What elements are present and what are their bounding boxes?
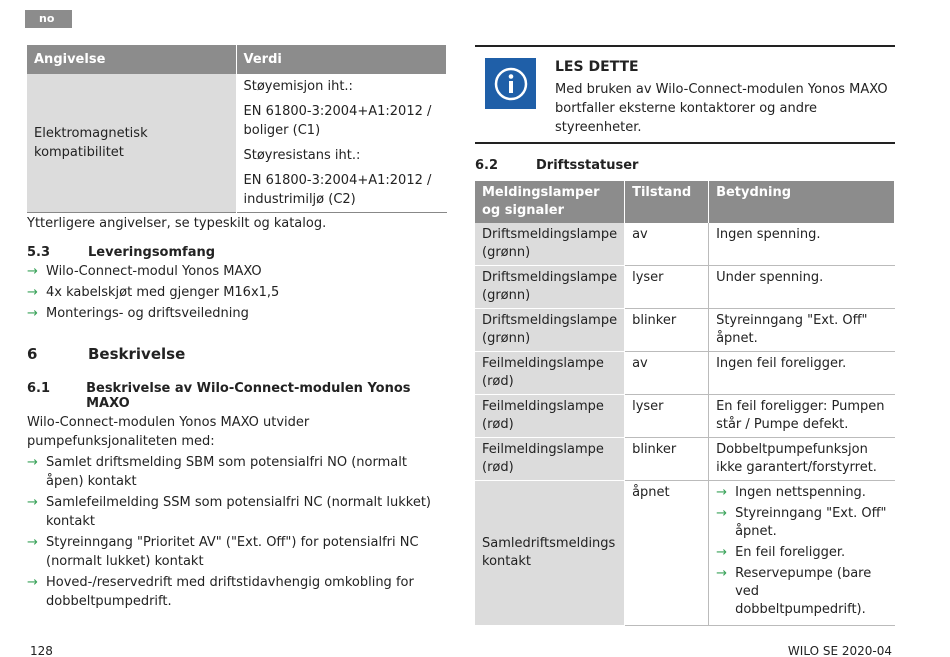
cell-signal: Samledriftsmeldingskontakt	[475, 481, 625, 626]
list-item	[716, 484, 887, 502]
cell-meaning: Ingen spenning.	[709, 223, 895, 266]
list-item-text: Samlet driftsmelding SBM som potensialfri NO (normalt åpen) kontakt	[46, 455, 407, 489]
cell-signal: Feilmeldingslampe (rød)	[475, 438, 625, 481]
spec-row-values	[236, 74, 447, 213]
status-table	[475, 181, 895, 626]
section-title: Driftsstatuser	[536, 158, 639, 173]
list-item	[716, 505, 887, 541]
cell-state: åpnet	[625, 481, 709, 626]
list-item	[27, 453, 447, 491]
arrow-right-icon: →	[27, 264, 38, 279]
list-item-text: Reservepumpe (bare ved dobbeltpumpedrift).	[735, 566, 872, 617]
cell-state: lyser	[625, 266, 709, 309]
table-row	[475, 266, 895, 309]
cell-meaning: Dobbeltpumpefunksjon ikke garantert/forstyrret.	[709, 438, 895, 481]
spec-note: Ytterligere angivelser, se typeskilt og katalog.	[27, 216, 327, 231]
cell-meaning: Ingen feil foreligger.	[709, 352, 895, 395]
cell-signal: Feilmeldingslampe (rød)	[475, 395, 625, 438]
section-title: Leveringsomfang	[88, 245, 216, 260]
cell-state: blinker	[625, 309, 709, 352]
list-item-text: 4x kabelskjøt med gjenger M16x1,5	[46, 285, 280, 300]
section-5-3-heading	[27, 245, 447, 260]
arrow-right-icon: →	[27, 575, 38, 590]
table-row	[475, 395, 895, 438]
arrow-right-icon: →	[27, 285, 38, 300]
arrow-right-icon: →	[27, 455, 38, 470]
list-item	[27, 304, 447, 323]
notice-title: LES DETTE	[555, 59, 639, 75]
section-number: 5.3	[27, 245, 51, 260]
spec-value: Støyemisjon iht.:	[243, 79, 353, 94]
meaning-list	[716, 484, 887, 619]
cell-meaning	[709, 481, 895, 626]
status-header-signal: Meldingslamper og signaler	[475, 181, 625, 223]
cell-signal: Driftsmeldingslampe (grønn)	[475, 266, 625, 309]
info-icon	[485, 58, 536, 109]
footer-brand: WILO SE 2020-04	[787, 644, 892, 657]
list-item	[27, 283, 447, 302]
arrow-right-icon: →	[27, 535, 38, 550]
section-6-heading	[27, 345, 447, 363]
spec-row-label: Elektromagnetisk kompatibilitet	[27, 74, 236, 213]
list-item-text: En feil foreligger.	[735, 545, 846, 560]
left-column	[27, 45, 447, 613]
section-6-1-heading	[27, 381, 447, 411]
cell-signal: Driftsmeldingslampe (grønn)	[475, 223, 625, 266]
cell-meaning: En feil foreligger: Pumpen står / Pumpe defekt.	[709, 395, 895, 438]
table-row	[475, 352, 895, 395]
list-item-text: Hoved-/reservedrift med driftstidavhengig omkobling for dobbeltpumpedrift.	[46, 575, 414, 609]
page-number: 128	[30, 644, 53, 657]
section-title: Beskrivelse	[88, 345, 186, 363]
status-header-meaning: Betydning	[709, 181, 895, 223]
list-item	[27, 573, 447, 611]
list-item-text: Samlefeilmelding SSM som potensialfri NC (normalt lukket) kontakt	[46, 495, 431, 529]
table-row	[475, 309, 895, 352]
list-item	[716, 544, 887, 562]
spec-value: EN 61800-3:2004+A1:2012 / industrimiljø (C2)	[243, 173, 432, 207]
spec-value: EN 61800-3:2004+A1:2012 / boliger (C1)	[243, 104, 432, 138]
notice-box	[475, 45, 895, 144]
section-intro: Wilo-Connect-modulen Yonos MAXO utvider pumpefunksjonaliteten med:	[27, 415, 310, 449]
cell-state: av	[625, 352, 709, 395]
list-item	[716, 565, 887, 619]
feature-list	[27, 453, 447, 611]
spec-table	[27, 45, 447, 213]
right-column	[475, 45, 895, 626]
list-item-text: Ingen nettspenning.	[735, 485, 866, 500]
delivery-list	[27, 262, 447, 323]
table-row	[475, 438, 895, 481]
list-item-text: Styreinngang "Prioritet AV" ("Ext. Off") for potensialfri NC (normalt lukket) kontakt	[46, 535, 419, 569]
spec-header-angivelse: Angivelse	[27, 45, 236, 74]
arrow-right-icon: →	[27, 495, 38, 510]
cell-meaning: Styreinngang "Ext. Off" åpnet.	[709, 309, 895, 352]
arrow-right-icon: →	[716, 485, 727, 500]
list-item	[27, 533, 447, 571]
list-item-text: Styreinngang "Ext. Off" åpnet.	[735, 506, 887, 539]
cell-signal: Feilmeldingslampe (rød)	[475, 352, 625, 395]
status-header-state: Tilstand	[625, 181, 709, 223]
arrow-right-icon: →	[716, 566, 727, 581]
language-tag: no	[25, 10, 72, 28]
list-item-text: Monterings- og driftsveiledning	[46, 306, 249, 321]
spec-header-verdi: Verdi	[236, 45, 447, 74]
list-item-text: Wilo-Connect-modul Yonos MAXO	[46, 264, 262, 279]
table-row	[475, 223, 895, 266]
cell-state: lyser	[625, 395, 709, 438]
cell-meaning: Under spenning.	[709, 266, 895, 309]
cell-state: av	[625, 223, 709, 266]
spec-value: Støyresistans iht.:	[243, 148, 361, 163]
table-row	[475, 481, 895, 626]
section-6-2-heading	[475, 158, 895, 173]
list-item	[27, 493, 447, 531]
cell-signal: Driftsmeldingslampe (grønn)	[475, 309, 625, 352]
arrow-right-icon: →	[716, 545, 727, 560]
cell-state: blinker	[625, 438, 709, 481]
section-number: 6.1	[27, 381, 51, 396]
arrow-right-icon: →	[716, 506, 727, 521]
section-number: 6	[27, 345, 38, 363]
section-title: Beskrivelse av Wilo-Connect-modulen Yonos MAXO	[86, 381, 411, 411]
section-number: 6.2	[475, 158, 499, 173]
arrow-right-icon: →	[27, 306, 38, 321]
notice-text: Med bruken av Wilo-Connect-modulen Yonos MAXO bortfaller eksterne kontaktorer og andre styreenheter.	[555, 82, 888, 135]
list-item	[27, 262, 447, 281]
